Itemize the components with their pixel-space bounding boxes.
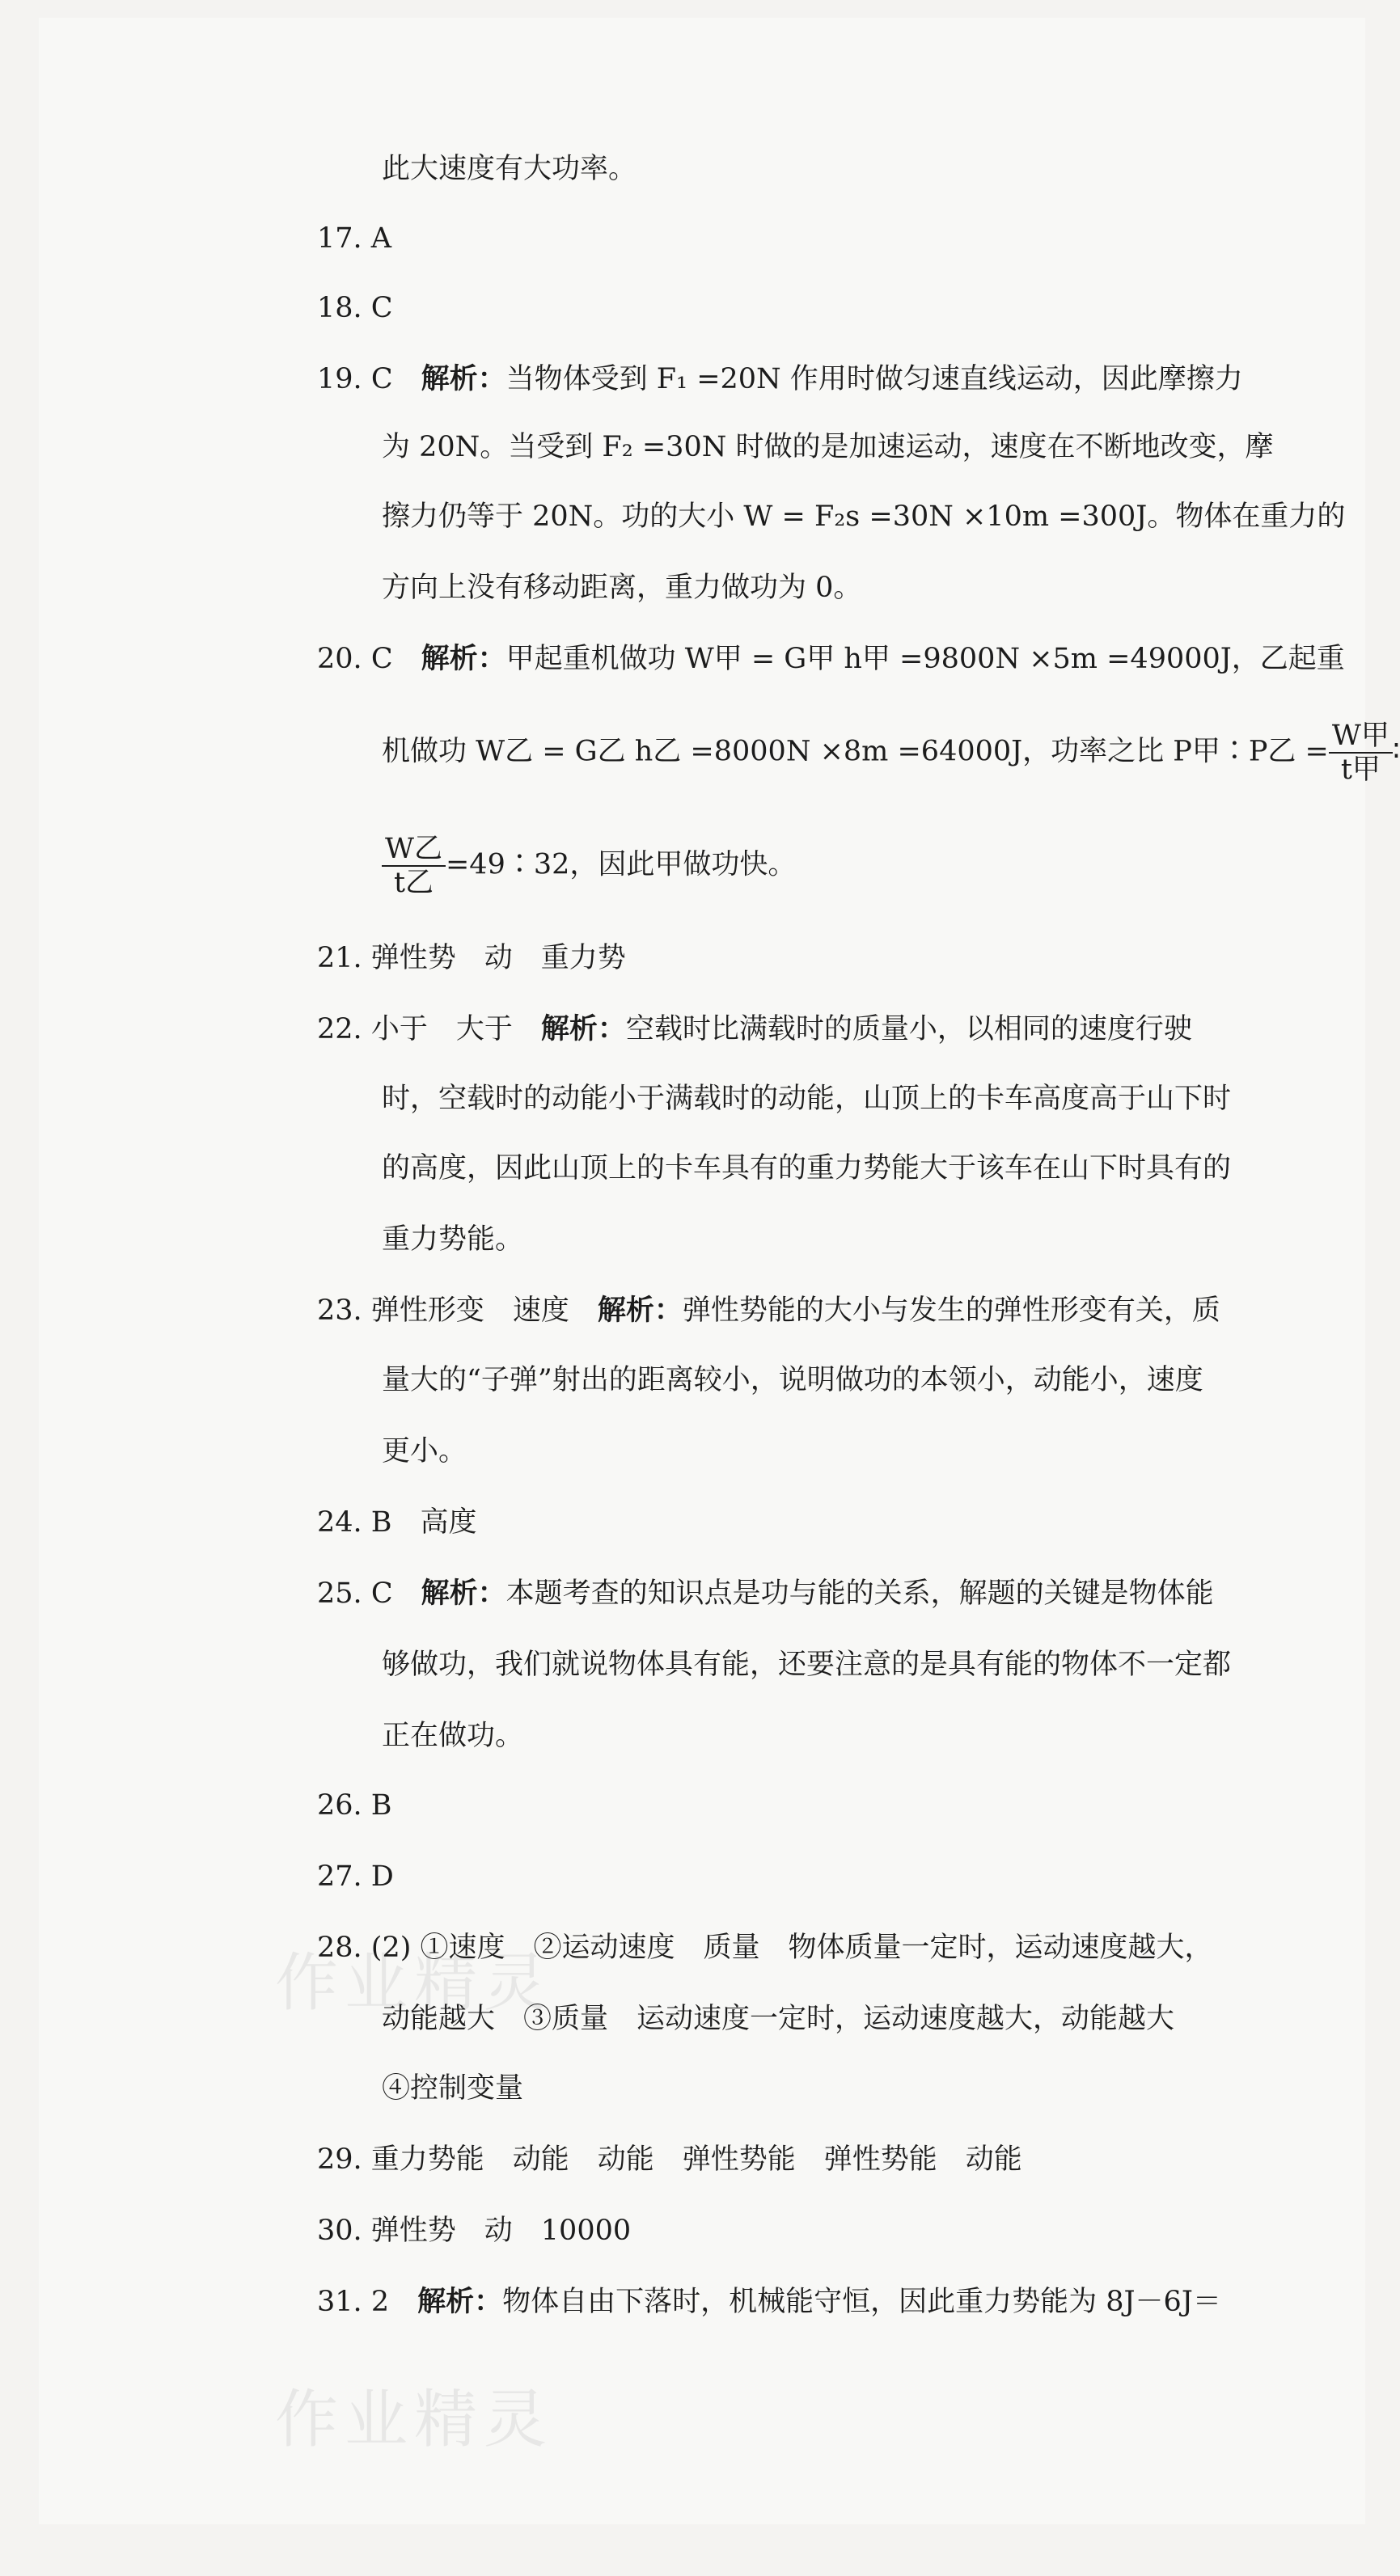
analysis-label: 解析：: [421, 363, 506, 395]
answer-20: 20. C 解析：甲起重机做功 W甲 = G甲 h甲 =9800N ×5m =49000J，乙起重: [317, 643, 1345, 675]
text-line: 够做功，我们就说物体具有能，还要注意的是具有能的物体不一定都: [382, 1649, 1232, 1681]
watermark: 作业精灵: [275, 1947, 554, 2020]
answer-29: 29. 重力势能 动能 动能 弹性势能 弹性势能 动能: [317, 2143, 1022, 2176]
text-line: 正在做功。: [382, 1720, 524, 1752]
answer-19: 19. C 解析：当物体受到 F₁ =20N 作用时做匀速直线运动，因此摩擦力: [317, 363, 1243, 395]
answer-27: 27. D: [317, 1860, 394, 1893]
answer-22: 22. 小于 大于 解析：空载时比满载时的质量小，以相同的速度行驶: [317, 1013, 1192, 1045]
text-line: 方向上没有移动距离，重力做功为 0。: [382, 572, 862, 604]
text-line: 机做功 W乙 = G乙 h乙 =8000N ×8m =64000J，功率之比 P甲∶P乙 = $\frac{\text{W甲}}{\text{t甲}}$ ∶: [382, 720, 1400, 786]
answer-30: 30. 弹性势 动 10000: [317, 2215, 632, 2247]
answer-18: 18. C: [317, 292, 393, 324]
text-line: 量大的“子弹”射出的距离较小，说明做功的本领小，动能小，速度: [382, 1364, 1203, 1396]
analysis-label: 解析：: [421, 643, 506, 675]
answer-31: 31. 2 解析：物体自由下落时，机械能守恒，因此重力势能为 8J－6J＝: [317, 2286, 1221, 2318]
text-line: 的高度，因此山顶上的卡车具有的重力势能大于该车在山下时具有的: [382, 1152, 1232, 1185]
text-line: 动能越大 ③质量 运动速度一定时，运动速度越大，动能越大: [382, 2003, 1175, 2035]
analysis-label: 解析：: [421, 1577, 506, 1610]
text-line: 为 20N。当受到 F₂ =30N 时做的是加速运动，速度在不断地改变，摩: [382, 431, 1274, 463]
text-line: 擦力仍等于 20N。功的大小 W = F₂s =30N ×10m =300J。物体在重力的: [382, 500, 1346, 533]
text-line: 此大速度有大功率。: [382, 153, 637, 185]
watermark: 作业精灵: [275, 2384, 554, 2456]
text-line: 时，空载时的动能小于满载时的动能，山顶上的卡车高度高于山下时: [382, 1083, 1232, 1115]
answer-23: 23. 弹性形变 速度 解析：弹性势能的大小与发生的弹性形变有关，质: [317, 1294, 1220, 1327]
analysis-label: 解析：: [597, 1294, 683, 1327]
answer-26: 26. B: [317, 1789, 392, 1822]
answer-17: 17. A: [317, 222, 392, 255]
fraction: $\frac{\text{W甲}}{\text{t甲}}$: [1329, 720, 1393, 786]
text-line: 更小。: [382, 1435, 467, 1467]
fraction: $\frac{\text{W乙}}{\text{t乙}}$: [382, 833, 446, 899]
q-number: 19.: [317, 363, 362, 395]
answer-21: 21. 弹性势 动 重力势: [317, 942, 626, 974]
answer-28: 28. (2) ①速度 ②运动速度 质量 物体质量一定时，运动速度越大，: [317, 1932, 1213, 1964]
answer-25: 25. C 解析：本题考查的知识点是功与能的关系，解题的关键是物体能: [317, 1577, 1214, 1610]
text-line: 重力势能。: [382, 1223, 524, 1256]
analysis-label: 解析：: [417, 2286, 503, 2318]
analysis-label: 解析：: [540, 1013, 626, 1045]
text-line: ④控制变量: [382, 2072, 524, 2105]
answer-24: 24. B 高度: [317, 1506, 477, 1539]
text-line: $\frac{\text{W乙}}{\text{t乙}}$ =49∶32，因此甲做功快。: [382, 833, 796, 899]
